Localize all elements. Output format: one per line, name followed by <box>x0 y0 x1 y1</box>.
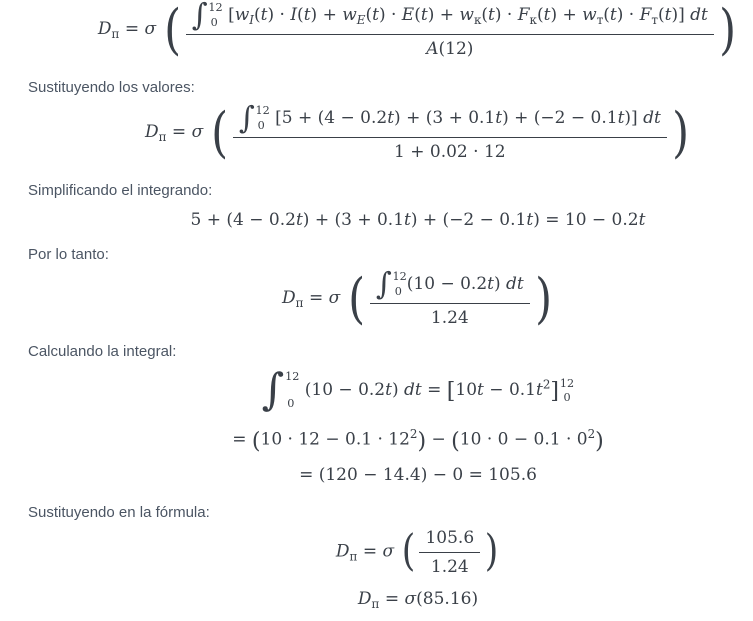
equation-integral-step1: ∫ 12 0 (10 − 0.2t) dt = $[10t - 0.1t^2]$ 12 0 <box>261 365 575 415</box>
equation-final-fraction: $D_п = \sigma$ ( $\frac{105.6}{1.24}$ ) <box>335 526 499 577</box>
equation-integral-step2: = $(10 \cdot 12 - 0.1 \cdot 12^2) - (10 \cdot 0 - 0.1 \cdot 0^2)$ <box>232 427 604 454</box>
section-label-sustituyendo-valores: Sustituyendo los valores: <box>28 79 195 96</box>
section-label-calculando-integral: Calculando la integral: <box>28 343 177 360</box>
equation-integral-step3: = (120 − 14.4) − 0 = 105.6 <box>299 465 537 485</box>
equation-reduced: $D_п = \sigma$ ( ∫ 12 0 (10 − 0.2t) dt 1.24 ) <box>282 266 552 330</box>
section-label-por-lo-tanto: Por lo tanto: <box>28 246 109 263</box>
equation-simplified-integrand: 5 + (4 − 0.2t) + (3 + 0.1t) + (−2 − 0.1t) = 10 − 0.2t <box>190 210 646 230</box>
equation-substituted: $D_п = \sigma$ ( ∫ 12 0 [5 + (4 − 0.2t) + (3 + 0.1t) + (−2 − 0.1t)] dt 1 + 0.02 · 12 ) <box>144 100 689 164</box>
section-label-simplificando: Simplificando el integrando: <box>28 182 213 199</box>
equation-definition: $D_п = \sigma$ ( ∫ 12 0 $[w_I(t) \cdot I(t) + w_E(t) \cdot E(t) + w_к(t) \cdot F_к(t) + w_т(t) \cdot F_т(t)]$ dt A(12) ) <box>97 0 736 61</box>
equation-final-result: $D_п = \sigma(85.16)$ <box>357 589 479 612</box>
section-label-sustituyendo-formula: Sustituyendo en la fórmula: <box>28 504 210 521</box>
